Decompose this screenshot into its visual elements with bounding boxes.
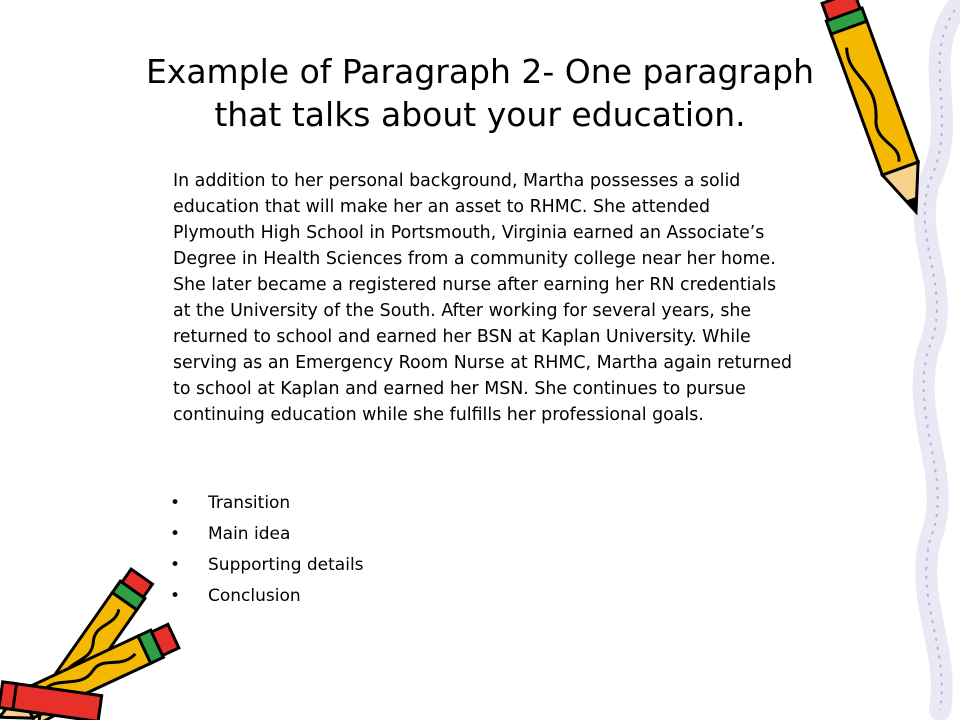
list-item: • Conclusion [170, 581, 364, 612]
page-title [110, 50, 850, 136]
list-item: • Supporting details [170, 550, 364, 581]
list-item: • Main idea [170, 519, 364, 550]
title-line-1: Example of Paragraph 2- One paragraph [145, 52, 815, 91]
title-line-2: that talks about your education. [214, 95, 746, 134]
education-paragraph: In addition to her personal background, Martha possesses a solid education that will make her an asset to RHMC. She attended Plymouth High School in Portsmouth, Virginia earned an Associate’s Degree in Health Sciences from a community college near her home. She later became a registered nurse after earning her RN credentials at the University of the South. After working for several years, she returned to school and earned her BSN at Kaplan University. While serving as an Emergency Room Nurse at RHMC, Martha again returned to school at Kaplan and earned her MSN. She continues to pursue continuing education while she fulfills her professional goals. [173, 171, 793, 425]
list-item: • Transition [170, 488, 364, 519]
bullet-list [170, 488, 364, 612]
